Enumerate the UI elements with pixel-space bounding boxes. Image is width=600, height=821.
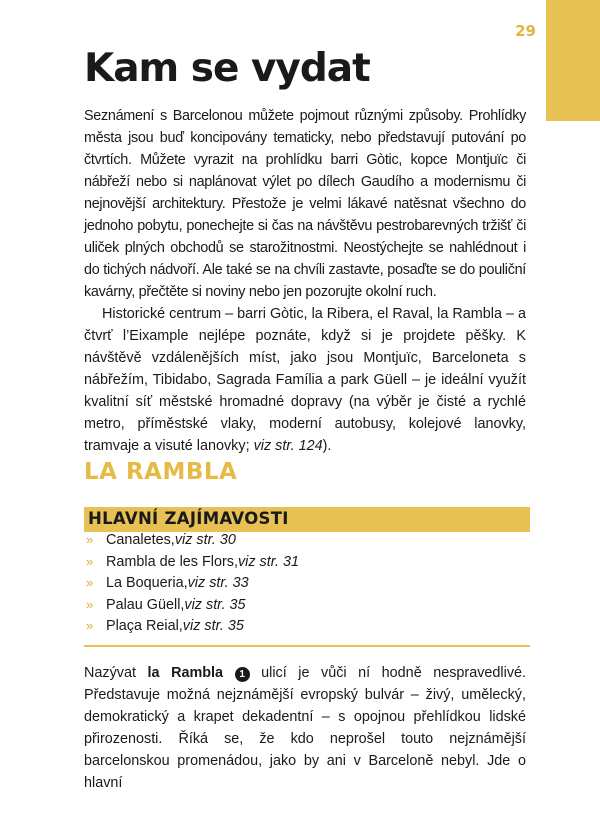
list-item — [84, 618, 530, 640]
list-item — [84, 597, 530, 619]
chevron-bullet-icon: » — [86, 575, 94, 590]
chevron-bullet-icon: » — [86, 532, 94, 547]
page-reference: viz str. 124 — [253, 438, 323, 454]
item-name: Canaletes, — [106, 532, 175, 548]
closing-text-start: Nazývat — [84, 665, 148, 681]
item-reference: viz str. 30 — [174, 532, 236, 548]
highlights-title: HLAVNÍ ZAJÍMAVOSTI — [88, 509, 289, 528]
item-name: Palau Güell, — [106, 596, 185, 613]
page-number: 29 — [515, 22, 536, 40]
highlights-list — [84, 532, 530, 640]
map-marker-icon: 1 — [235, 667, 250, 682]
second-paragraph-text: Historické centrum – barri Gòtic, la Ribera, el Raval, la Rambla – a čtvrť l’Eixample nejlépe poznáte, když si je projdete pěšky. K návštěvě vzdálenějších míst, jako jsou Montjuïc, Barceloneta s nábřežím, Tibidabo, Sagrada Família a park Güell – je ideální využít kvalitní síť městské hromadné dopravy (na výběr je čisté a rychlé metro, příměstské vlaky, moderní autobusy, kolejové lanovky, tramvaje a visuté lanovky; — [84, 306, 526, 454]
chevron-bullet-icon: » — [86, 618, 94, 633]
item-reference: viz str. 33 — [187, 575, 249, 591]
item-reference: viz str. 35 — [184, 596, 246, 613]
item-reference: viz str. 31 — [237, 553, 300, 570]
section-heading: LA RAMBLA — [84, 459, 238, 485]
highlights-header — [84, 507, 530, 532]
item-name: Plaça Reial, — [106, 618, 183, 634]
page-title: Kam se vydat — [84, 46, 370, 91]
closing-text-rest: ulicí je vůči ní hodně nespravedlivé. Představuje možná nejznámější evropský bulvár – živý, umělecký, demokratický a krapet dekadentní – s opojnou přehlídkou lidské přirozenosti. Říká se, že kdo neprošel touto nejznámější barcelonskou promenádou, jako by ani v Barceloně nebyl. Jde o hlavní — [84, 665, 527, 791]
second-paragraph — [84, 303, 526, 457]
list-item — [84, 575, 530, 597]
item-reference: viz str. 35 — [182, 618, 244, 634]
intro-paragraph: Seznámení s Barcelonou můžete pojmout různými způsoby. Prohlídky města jsou buď koncipovány tematicky, nebo představují putování po čtvrtích. Můžete vyrazit na prohlídku barri Gòtic, kopce Montjuïc či nábřeží nebo si naplánovat výlet po dílech Gaudího a modernismu či nejnovější architektury. Přestože je velmi lákavé natěsnat všechno do jednoho pobytu, ponechejte si čas na návštěvu pestrobarevných tržišť či uliček plných obchodů se starožitnostmi. Neostýchejte se nahlédnout i do tichých nádvoří. Ale také se na chvíli zastavte, posaďte se do pouliční kavárny, přečtěte si noviny nebo jen pozorujte okolní ruch. — [84, 108, 526, 300]
closing-paragraph — [84, 662, 526, 794]
list-item — [84, 532, 530, 554]
item-name: Rambla de les Flors, — [106, 553, 238, 570]
place-name-bold: la Rambla — [147, 665, 224, 681]
chevron-bullet-icon: » — [86, 596, 94, 612]
chevron-bullet-icon: » — [86, 553, 94, 569]
box-bottom-rule — [84, 645, 530, 647]
second-paragraph-end: ). — [322, 438, 332, 454]
item-name: La Boqueria, — [106, 575, 188, 591]
thumb-index-tab — [546, 0, 600, 121]
list-item — [84, 554, 530, 576]
